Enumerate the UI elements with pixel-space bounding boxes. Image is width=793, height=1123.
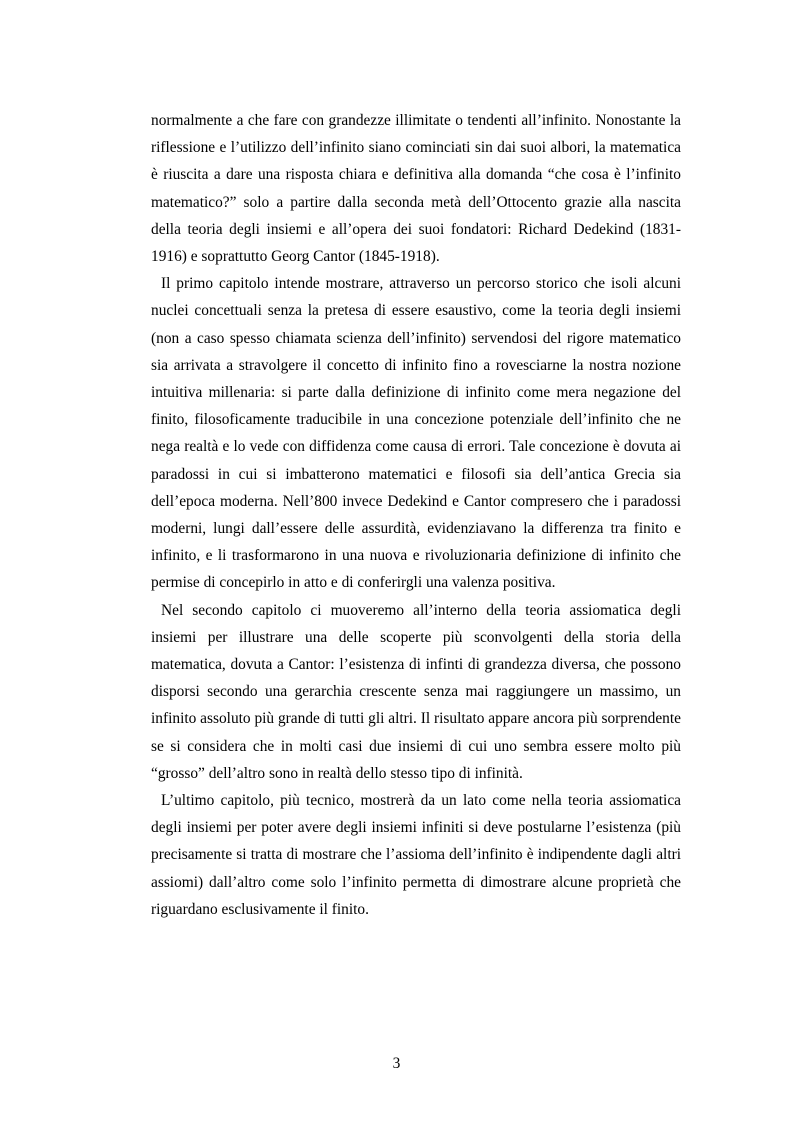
page-number: 3 [392, 1055, 401, 1072]
body-text [151, 107, 681, 923]
paragraph-second-chapter: Nel secondo capitolo ci muoveremo all’interno della teoria assiomatica degli insiemi per illustrare una delle scoperte più sconvolgenti della storia della matematica, dovuta a Cantor: l’esistenza di infinti di grandezza diversa, che possono disporsi secondo una gerarchia crescente senza mai raggiungere un massimo, un infinito assoluto più grande di tutti gli altri. Il risultato appare ancora più sorprendente se si considera che in molti casi due insiemi di cui uno sembra essere molto più “grosso” dell’altro sono in realtà dello stesso tipo di infinità. [151, 601, 681, 782]
paragraph-first-chapter: Il primo capitolo intende mostrare, attraverso un percorso storico che isoli alcuni nuclei concettuali senza la pretesa di essere esaustivo, come la teoria degli insiemi (non a caso spesso chiamata scienza dell’infinito) servendosi del rigore matematico sia arrivata a stravolgere il concetto di infinito fino a rovesciarne la nostra nozione intuitiva millenaria: si parte dalla definizione di infinito come mera negazione del finito, filosoficamente traducibile in una concezione potenziale dell’infinito che ne nega realtà e lo vede con diffidenza come causa di errori. Tale concezione è dovuta ai paradossi in cui si imbatterono matematici e filosofi sia dell’antica Grecia sia dell’epoca moderna. Nell’800 invece Dedekind e Cantor compresero che i paradossi moderni, lungi dall’essere delle assurdità, evidenziavano la differenza tra finito e infinito, e li trasformarono in una nuova e rivoluzionaria definizione di infinito che permise di concepirlo in atto e di conferirgli una valenza positiva. [151, 275, 681, 592]
paragraph-continuation: normalmente a che fare con grandezze illimitate o tendenti all’infinito. Nonostante la riflessione e l’utilizzo dell’infinito siano cominciati sin dai suoi albori, la matematica è riuscita a dare una risposta chiara e definitiva alla domanda “che cosa è l’infinito matematico?” solo a partire dalla seconda metà dell’Ottocento grazie alla nascita della teoria degli insiemi e all’opera dei suoi fondatori: Richard Dedekind (1831-1916) e soprattutto Georg Cantor (1845-1918). [151, 112, 681, 266]
paragraph-last-chapter: L’ultimo capitolo, più tecnico, mostrerà da un lato come nella teoria assiomatica degli insiemi per poter avere degli insiemi infiniti si deve postularne l’esistenza (più precisamente si tratta di mostrare che l’assioma dell’infinito è indipendente dagli altri assiomi) dall’altro come solo l’infinito permetta di dimostrare alcune proprietà che riguardano esclusivamente il finito. [151, 792, 681, 918]
